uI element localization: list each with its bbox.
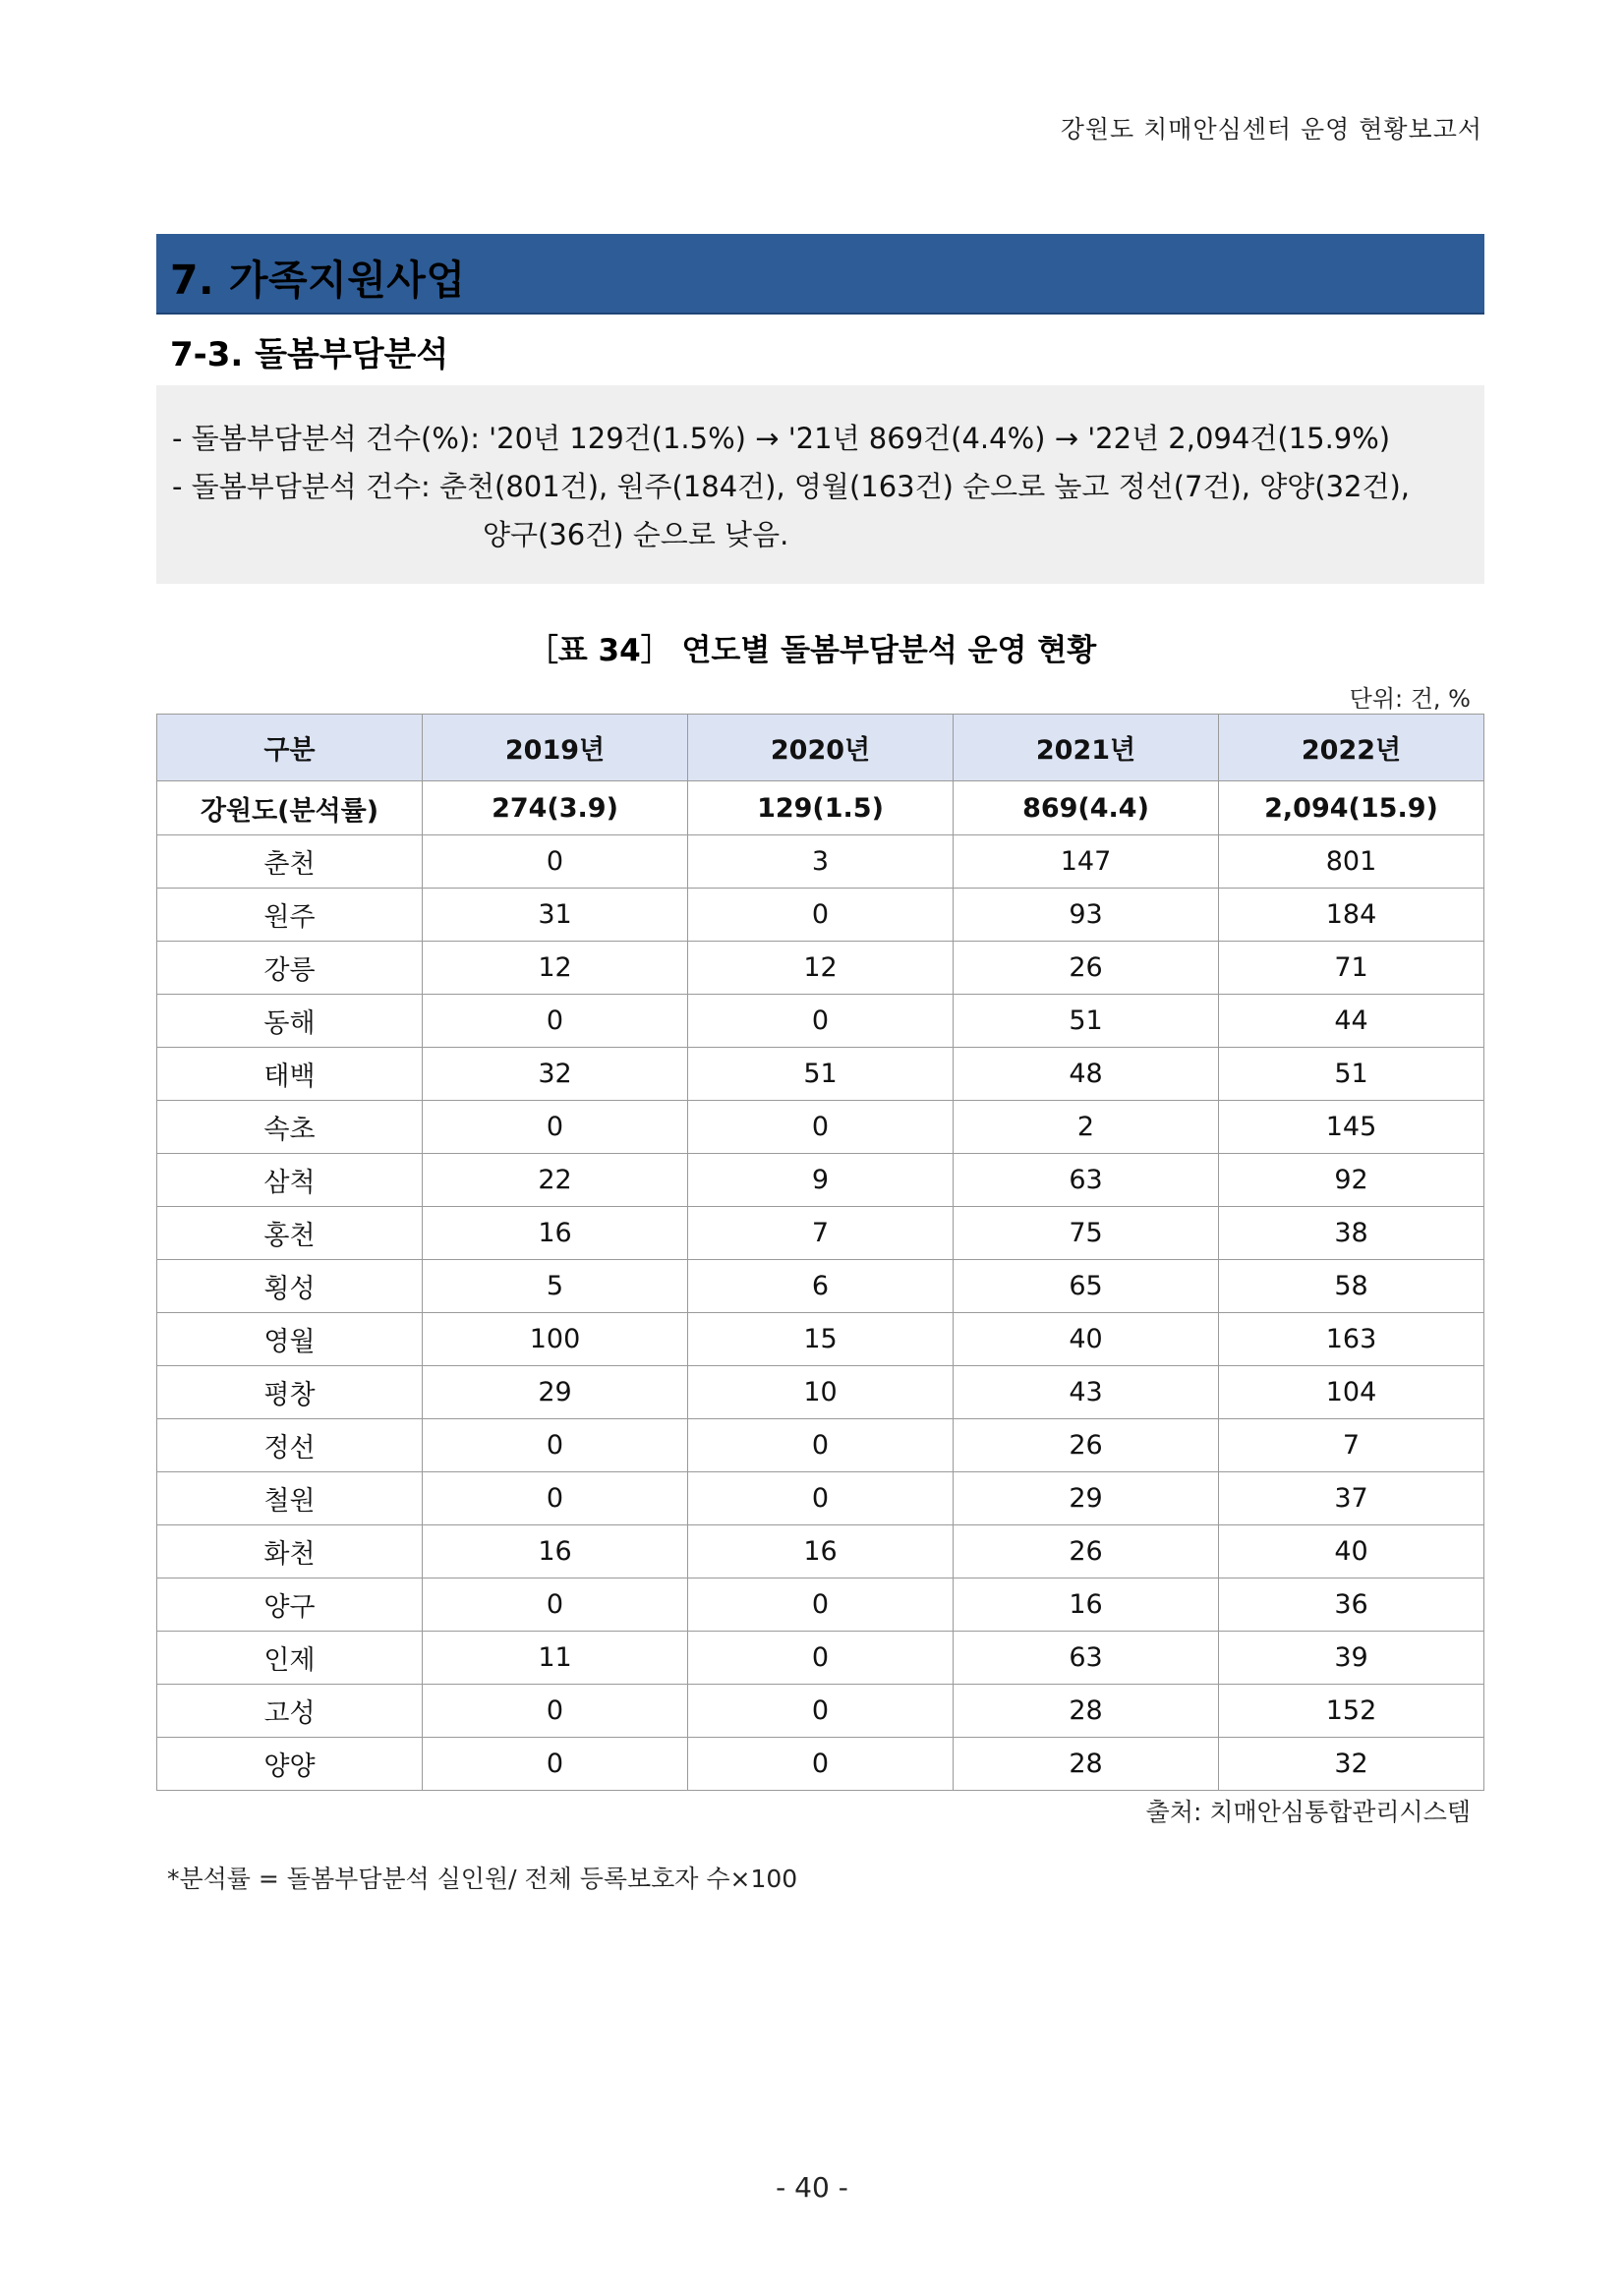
section-title: 7. 가족지원사업	[170, 257, 466, 304]
table-cell: 3	[688, 835, 954, 889]
table-cell: 26	[954, 1419, 1219, 1472]
table-cell: 0	[423, 835, 688, 889]
table-cell: 63	[954, 1154, 1219, 1207]
table-cell: 0	[423, 1685, 688, 1738]
table-cell: 2,094(15.9)	[1219, 781, 1484, 835]
table-cell: 40	[1219, 1525, 1484, 1578]
source-note: 출처: 치매안심통합관리시스템	[1145, 1798, 1471, 1826]
table-row	[157, 889, 1484, 942]
table-cell: 강원도(분석률)	[157, 781, 423, 835]
table-cell: 92	[1219, 1154, 1484, 1207]
table-cell: 39	[1219, 1632, 1484, 1685]
table-cell: 93	[954, 889, 1219, 942]
table-cell: 12	[688, 942, 954, 995]
header-2021: 2021년	[954, 715, 1219, 781]
table-cell: 152	[1219, 1685, 1484, 1738]
region-name-cell: 인제	[157, 1632, 423, 1685]
table-row	[157, 1260, 1484, 1313]
table-cell: 58	[1219, 1260, 1484, 1313]
table-cell: 0	[423, 1101, 688, 1154]
table-cell: 16	[423, 1207, 688, 1260]
table-cell: 28	[954, 1685, 1219, 1738]
running-header: 강원도 치매안심센터 운영 현황보고서	[1060, 115, 1482, 144]
table-cell: 163	[1219, 1313, 1484, 1366]
table-cell: 0	[688, 1578, 954, 1632]
table-cell: 274(3.9)	[423, 781, 688, 835]
region-name-cell: 삼척	[157, 1154, 423, 1207]
header-2019: 2019년	[423, 715, 688, 781]
region-name-cell: 횡성	[157, 1260, 423, 1313]
table-cell: 100	[423, 1313, 688, 1366]
table-cell: 51	[954, 995, 1219, 1048]
table-cell: 38	[1219, 1207, 1484, 1260]
table-row	[157, 942, 1484, 995]
table-row	[157, 1419, 1484, 1472]
table-cell: 63	[954, 1632, 1219, 1685]
region-name-cell: 속초	[157, 1101, 423, 1154]
region-name-cell: 정선	[157, 1419, 423, 1472]
summary-box	[156, 385, 1484, 584]
table-cell: 0	[423, 1578, 688, 1632]
header-category: 구분	[157, 715, 423, 781]
table-cell: 16	[954, 1578, 1219, 1632]
table-cell: 801	[1219, 835, 1484, 889]
subsection-title: 7-3. 돌봄부담분석	[170, 335, 449, 374]
table-cell: 32	[423, 1048, 688, 1101]
region-name-cell: 태백	[157, 1048, 423, 1101]
table-cell: 0	[688, 1419, 954, 1472]
table-row	[157, 1578, 1484, 1632]
footnote: *분석률 = 돌봄부담분석 실인원/ 전체 등록보호자 수×100	[167, 1865, 798, 1893]
table-cell: 32	[1219, 1738, 1484, 1791]
table-row	[157, 835, 1484, 889]
table-cell: 26	[954, 942, 1219, 995]
table-cell: 0	[688, 889, 954, 942]
table-cell: 40	[954, 1313, 1219, 1366]
table-cell: 6	[688, 1260, 954, 1313]
table-cell: 48	[954, 1048, 1219, 1101]
region-name-cell: 원주	[157, 889, 423, 942]
table-cell: 0	[423, 1472, 688, 1525]
table-cell: 145	[1219, 1101, 1484, 1154]
region-name-cell: 영월	[157, 1313, 423, 1366]
table-cell: 0	[688, 1738, 954, 1791]
table-cell: 75	[954, 1207, 1219, 1260]
table-cell: 43	[954, 1366, 1219, 1419]
header-2022: 2022년	[1219, 715, 1484, 781]
table-cell: 0	[423, 1419, 688, 1472]
table-cell: 129(1.5)	[688, 781, 954, 835]
table-row	[157, 1101, 1484, 1154]
table-row	[157, 1366, 1484, 1419]
table-row	[157, 1738, 1484, 1791]
table-cell: 26	[954, 1525, 1219, 1578]
table-row	[157, 1525, 1484, 1578]
region-name-cell: 화천	[157, 1525, 423, 1578]
table-header-row	[157, 715, 1484, 781]
table-row	[157, 1313, 1484, 1366]
table-cell: 147	[954, 835, 1219, 889]
care-burden-table	[156, 714, 1484, 1791]
region-name-cell: 철원	[157, 1472, 423, 1525]
table-cell: 71	[1219, 942, 1484, 995]
table-cell: 11	[423, 1632, 688, 1685]
page-number: - 40 -	[776, 2171, 848, 2204]
table-row	[157, 1472, 1484, 1525]
region-name-cell: 고성	[157, 1685, 423, 1738]
table-caption: ［표 34］ 연도별 돌봄부담분석 운영 현황	[527, 633, 1097, 668]
table-cell: 869(4.4)	[954, 781, 1219, 835]
summary-line-2: - 돌봄부담분석 건수: 춘천(801건), 원주(184건), 영월(163건) 순으로 높고 정선(7건), 양양(32건),	[172, 470, 1411, 503]
table-cell: 0	[423, 995, 688, 1048]
header-2020: 2020년	[688, 715, 954, 781]
table-cell: 7	[1219, 1419, 1484, 1472]
table-cell: 16	[423, 1525, 688, 1578]
table-cell: 29	[954, 1472, 1219, 1525]
table-cell: 65	[954, 1260, 1219, 1313]
table-row	[157, 995, 1484, 1048]
table-cell: 0	[688, 995, 954, 1048]
region-name-cell: 양양	[157, 1738, 423, 1791]
region-name-cell: 양구	[157, 1578, 423, 1632]
summary-line-3: 양구(36건) 순으로 낮음.	[483, 518, 789, 551]
table-cell: 15	[688, 1313, 954, 1366]
region-name-cell: 홍천	[157, 1207, 423, 1260]
summary-line-1: - 돌봄부담분석 건수(%): '20년 129건(1.5%) → '21년 869건(4.4%) → '22년 2,094건(15.9%)	[172, 422, 1391, 455]
table-cell: 0	[688, 1101, 954, 1154]
table-cell: 5	[423, 1260, 688, 1313]
table-cell: 51	[688, 1048, 954, 1101]
table-total-row	[157, 781, 1484, 835]
table-cell: 28	[954, 1738, 1219, 1791]
unit-note: 단위: 건, %	[1349, 685, 1471, 713]
table-cell: 2	[954, 1101, 1219, 1154]
table-cell: 12	[423, 942, 688, 995]
region-name-cell: 평창	[157, 1366, 423, 1419]
table-cell: 0	[688, 1632, 954, 1685]
table-row	[157, 1207, 1484, 1260]
table-cell: 31	[423, 889, 688, 942]
table-row	[157, 1632, 1484, 1685]
table-cell: 0	[688, 1685, 954, 1738]
table-row	[157, 1048, 1484, 1101]
region-name-cell: 동해	[157, 995, 423, 1048]
table-cell: 0	[688, 1472, 954, 1525]
table-cell: 44	[1219, 995, 1484, 1048]
table-cell: 104	[1219, 1366, 1484, 1419]
table-cell: 7	[688, 1207, 954, 1260]
table-cell: 22	[423, 1154, 688, 1207]
section-title-bar	[156, 234, 1484, 315]
table-cell: 9	[688, 1154, 954, 1207]
table-cell: 10	[688, 1366, 954, 1419]
table-cell: 0	[423, 1738, 688, 1791]
table-cell: 51	[1219, 1048, 1484, 1101]
table-cell: 36	[1219, 1578, 1484, 1632]
region-name-cell: 강릉	[157, 942, 423, 995]
table-row	[157, 1154, 1484, 1207]
table-cell: 184	[1219, 889, 1484, 942]
table-cell: 16	[688, 1525, 954, 1578]
table-row	[157, 1685, 1484, 1738]
table-cell: 37	[1219, 1472, 1484, 1525]
region-name-cell: 춘천	[157, 835, 423, 889]
table-cell: 29	[423, 1366, 688, 1419]
